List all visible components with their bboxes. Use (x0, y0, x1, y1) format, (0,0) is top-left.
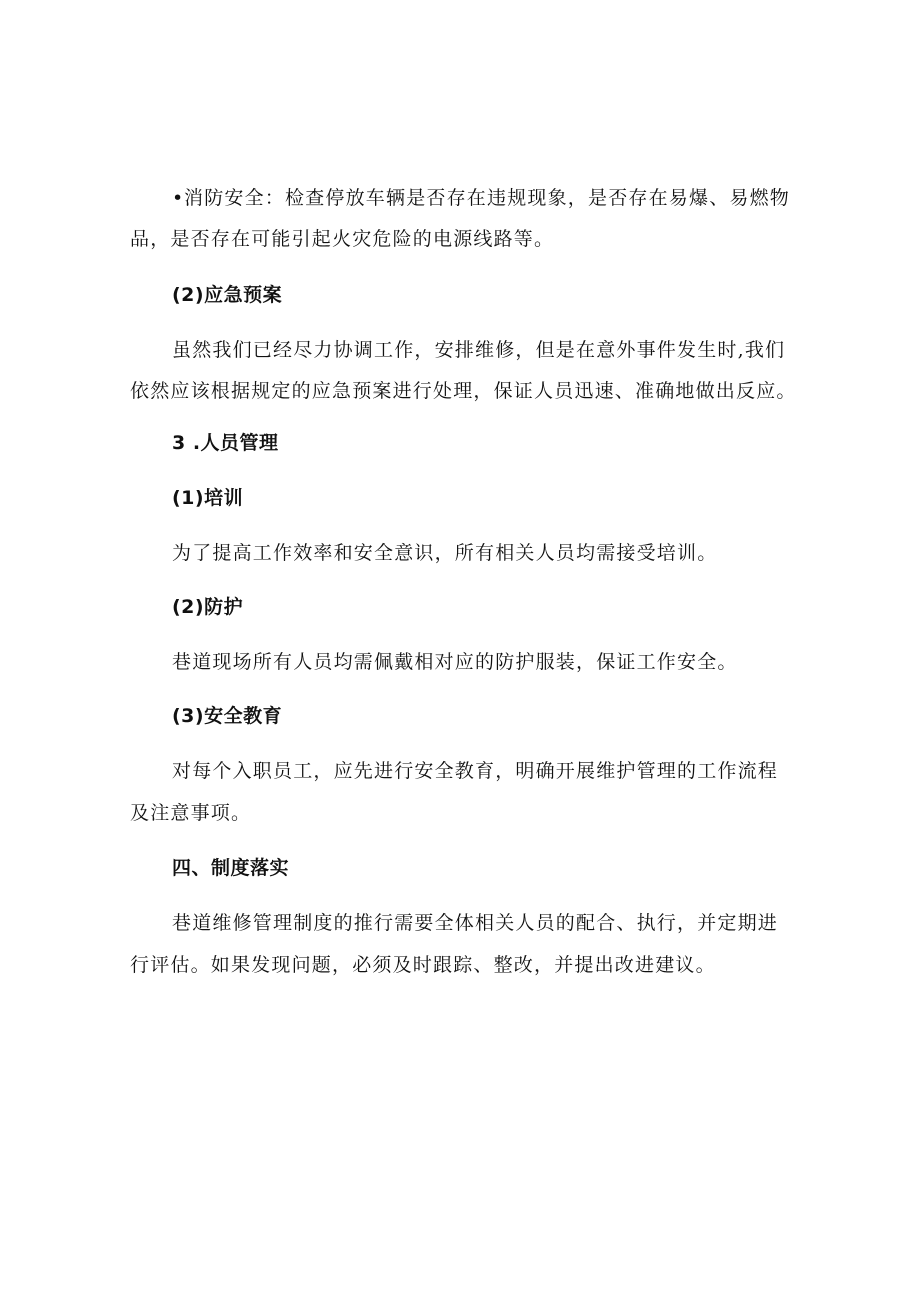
training-line-1: 为了提高工作效率和安全意识，所有相关人员均需接受培训。 (172, 542, 718, 564)
heading-implementation: 四、制度落实 (172, 857, 290, 879)
heading-safety-education: (3)安全教育 (172, 705, 283, 727)
heading-emergency-plan: (2)应急预案 (172, 284, 283, 306)
protection-line-1: 巷道现场所有人员均需佩戴相对应的防护服装，保证工作安全。 (172, 651, 738, 673)
fire-safety-line-2: 品，是否存在可能引起火灾危险的电源线路等。 (130, 228, 555, 250)
safety-education-line-1: 对每个入职员工，应先进行安全教育，明确开展维护管理的工作流程 (172, 760, 779, 782)
safety-education-line-2: 及注意事项。 (130, 802, 252, 824)
heading-protection: (2)防护 (172, 596, 244, 618)
bullet-icon: • (172, 187, 185, 209)
fire-safety-line-1 (172, 185, 790, 211)
emergency-plan-line-1: 虽然我们已经尽力协调工作，安排维修，但是在意外事件发生时,我们 (172, 339, 786, 361)
implementation-line-1: 巷道维修管理制度的推行需要全体相关人员的配合、执行，并定期进 (172, 912, 779, 934)
heading-training: (1)培训 (172, 487, 244, 509)
emergency-plan-line-2: 依然应该根据规定的应急预案进行处理，保证人员迅速、准确地做出反应。 (130, 380, 797, 402)
fire-safety-text-1: 消防安全：检查停放车辆是否存在违规现象，是否存在易爆、易燃物 (184, 187, 791, 209)
heading-personnel-management: 3 .人员管理 (172, 432, 279, 454)
implementation-line-2: 行评估。如果发现问题，必须及时跟踪、整改，并提出改进建议。 (130, 954, 716, 976)
